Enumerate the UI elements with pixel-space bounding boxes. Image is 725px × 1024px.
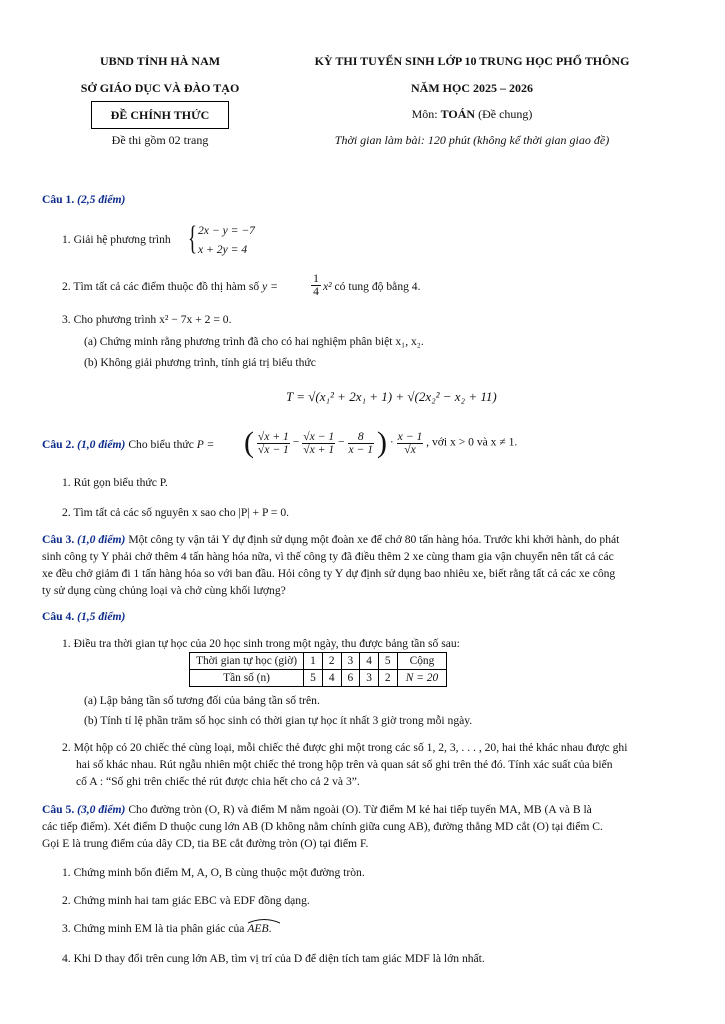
official-exam-box: ĐỀ CHÍNH THỨC (91, 101, 229, 129)
q1-label: Câu 1. (42, 193, 75, 206)
subject-suffix: (Đề chung) (475, 107, 533, 121)
q5-line3: Gọi E là trung điểm của dây CD, tia BE cắt đường tròn (O) tại điểm F. (42, 837, 369, 850)
q3-points: (1,0 điểm) (77, 533, 126, 546)
q2-expression: ( $\frac{√x + 1}{√x - 1}$ − $\frac{√x - 1}{√x + 1}$ − $\frac{8}{x - 1}$ ) · $\frac{x - 1}{√x}$ , với x > 0 và x ≠ 1. (244, 426, 518, 459)
table-row (190, 670, 447, 687)
q1-item2-end: có tung độ bằng 4. (334, 280, 421, 293)
q4-item2-line1: 2. Một hộp có 20 chiếc thẻ cùng loại, mỗi chiếc thẻ được ghi một trong các số 1, 2, 3, . . . , 20, hai thẻ khác nhau được ghi (62, 741, 628, 754)
q1-item2 (62, 280, 278, 293)
q1-item1 (62, 233, 171, 246)
table-cell: 3 (360, 670, 379, 687)
q2-f4-den: √x (404, 442, 416, 456)
subject-name: TOÁN (440, 107, 476, 121)
q4-item1a: (a) Lập bảng tần số tương đối của bảng tần số trên. (84, 694, 320, 707)
q1-item3: 3. Cho phương trình x² − 7x + 2 = 0. (62, 313, 232, 326)
q3-label: Câu 3. (42, 533, 75, 546)
q5-item3-end: . (268, 922, 272, 935)
table-cell: Tần số (n) (190, 670, 304, 687)
q5-item3-text: 3. Chứng minh EM là tia phân giác của (62, 922, 245, 935)
q4-item1b: (b) Tính tỉ lệ phần trăm số học sinh có thời gian tự học ít nhất 3 giờ trong mỗi ngày. (84, 714, 473, 727)
q3-line4: ty sử dụng cùng chủng loại và chở cùng khối lượng? (42, 584, 286, 597)
table-row (190, 653, 447, 670)
q2-label: Câu 2. (42, 438, 75, 451)
q4-label: Câu 4. (42, 610, 75, 623)
page-count: Đề thi gồm 02 trang (111, 133, 209, 147)
q5-item3 (62, 922, 271, 935)
table-cell: 1 (304, 653, 323, 670)
q3-text1: Một công ty vận tải Y dự định sử dụng một đoàn xe để chở 80 tấn hàng hóa. Trước khi khởi hành, do phát (128, 533, 620, 546)
q3-line1 (42, 533, 682, 546)
q1-item2-rest (323, 280, 421, 293)
q1-points: (2,5 điểm) (77, 193, 126, 206)
exam-title: KỲ THI TUYỂN SINH LỚP 10 TRUNG HỌC PHỔ THÔNG (314, 54, 630, 68)
q1-heading (42, 193, 125, 206)
authority-name: UBND TỈNH HÀ NAM (99, 54, 221, 68)
q5-line1 (42, 803, 592, 816)
q2-f3-num: 8 (348, 431, 375, 444)
q4-heading (42, 610, 125, 623)
q2-intro: Cho biểu thức (128, 438, 194, 451)
angle-AEB (247, 922, 268, 935)
table-cell: 2 (322, 653, 341, 670)
table-cell: 4 (360, 653, 379, 670)
q2-f4-num: x − 1 (397, 429, 423, 443)
table-cell: 3 (341, 653, 360, 670)
q2-op1: − (292, 435, 300, 449)
table-cell: 4 (322, 670, 341, 687)
q2-f1-num: √x + 1 (257, 429, 289, 443)
q4-item1: 1. Điều tra thời gian tự học của 20 học sinh trong một ngày, thu được bảng tần số sau: (62, 637, 460, 650)
q4-points: (1,5 điểm) (77, 610, 126, 623)
q1-expression-T: T = √(x₁² + 2x₁ + 1) + √(2x₂² − x₂ + 11) (286, 389, 497, 404)
system-eq1: 2x − y = −7 (198, 224, 255, 237)
q1-item3a: (a) Chứng minh rằng phương trình đã cho có hai nghiệm phân biệt x₁, x₂. (84, 335, 424, 348)
q1-item2-den: 4 (313, 285, 319, 298)
q3-line3: xe đều chở giảm đi 1 tấn hàng hóa so với ban đầu. Hỏi công ty Y dự định sử dụng bao nhiêu xe, biết rằng tất cả các xe công (42, 567, 616, 580)
q1-item2-y: y = (262, 280, 278, 293)
table-cell: 6 (341, 670, 360, 687)
q5-text1: Cho đường tròn (O, R) và điểm M nằm ngoài (O). Từ điểm M kẻ hai tiếp tuyến MA, MB (A và B là (128, 803, 592, 816)
time-limit: Thời gian làm bài: 120 phút (không kể thời gian giao đề) (334, 133, 610, 147)
q2-f2-den: √x + 1 (303, 442, 335, 456)
q2-condition: , với x > 0 và x ≠ 1. (426, 435, 518, 449)
q5-item1: 1. Chứng minh bốn điểm M, A, O, B cùng thuộc một đường tròn. (62, 866, 365, 879)
q2-f3-den: x − 1 (348, 442, 374, 456)
q2-item1: 1. Rút gọn biểu thức P. (62, 476, 168, 489)
subject-line (262, 107, 682, 122)
table-cell: 5 (304, 670, 323, 687)
system-brace: { (188, 220, 197, 257)
q5-line2: các tiếp điểm). Xét điểm D thuộc cung lớn AB (D không nằm chính giữa cung AB), đường thẳng MD cắt (O) tại điểm C. (42, 820, 603, 833)
table-cell: N = 20 (397, 670, 447, 687)
frequency-table (189, 652, 447, 687)
subject-prefix: Môn: (411, 107, 441, 121)
q3-line2: sinh công ty Y phải chở thêm 4 tấn hàng hóa nữa, vì thế công ty đã điều thêm 2 xe cùng tham gia vận chuyển nên tất cả các (42, 550, 614, 563)
q1-item2-fraction (311, 273, 321, 298)
q5-label: Câu 5. (42, 803, 75, 816)
q5-points: (3,0 điểm) (77, 803, 126, 816)
angle-arc-icon (247, 918, 281, 924)
q4-item2-line3: cố A : “Số ghi trên chiếc thẻ rút được chia hết cho cả 2 và 3”. (76, 775, 360, 788)
q5-item2: 2. Chứng minh hai tam giác EBC và EDF đồng dạng. (62, 894, 310, 907)
q2-f2-num: √x − 1 (303, 429, 335, 443)
q4-item2-line2: hai số khác nhau. Rút ngẫu nhiên một chiếc thẻ trong hộp trên và quan sát số ghi trên thẻ đó. Tính xác suất của biến (76, 758, 613, 771)
q1-item2-num: 1 (311, 273, 321, 286)
q1-item2-text: 2. Tìm tất cả các điểm thuộc đồ thị hàm số (62, 280, 260, 293)
q2-f1-den: √x − 1 (257, 442, 289, 456)
q1-item1-text: 1. Giải hệ phương trình (62, 233, 171, 246)
table-cell: Cộng (397, 653, 447, 670)
department-name: SỞ GIÁO DỤC VÀ ĐÀO TẠO (80, 81, 240, 95)
q2-heading (42, 438, 214, 451)
q1-item2-x2: x² (323, 280, 332, 293)
q5-item4: 4. Khi D thay đổi trên cung lớn AB, tìm vị trí của D để diện tích tam giác MDF là lớn nhất. (62, 952, 485, 965)
school-year: NĂM HỌC 2025 – 2026 (411, 81, 533, 95)
q2-item2: 2. Tìm tất cả các số nguyên x sao cho |P| + P = 0. (62, 506, 290, 519)
system-eq2: x + 2y = 4 (198, 243, 248, 256)
table-cell: 5 (378, 653, 397, 670)
table-cell: 2 (378, 670, 397, 687)
q2-op2: − (338, 435, 345, 449)
q1-item3b: (b) Không giải phương trình, tính giá trị biểu thức (84, 356, 316, 369)
q2-points: (1,0 điểm) (77, 438, 126, 451)
table-cell: Thời gian tự học (giờ) (190, 653, 304, 670)
q2-P: P = (196, 438, 215, 451)
angle-AEB-label: AEB (247, 922, 269, 935)
q2-dot: · (389, 435, 394, 449)
